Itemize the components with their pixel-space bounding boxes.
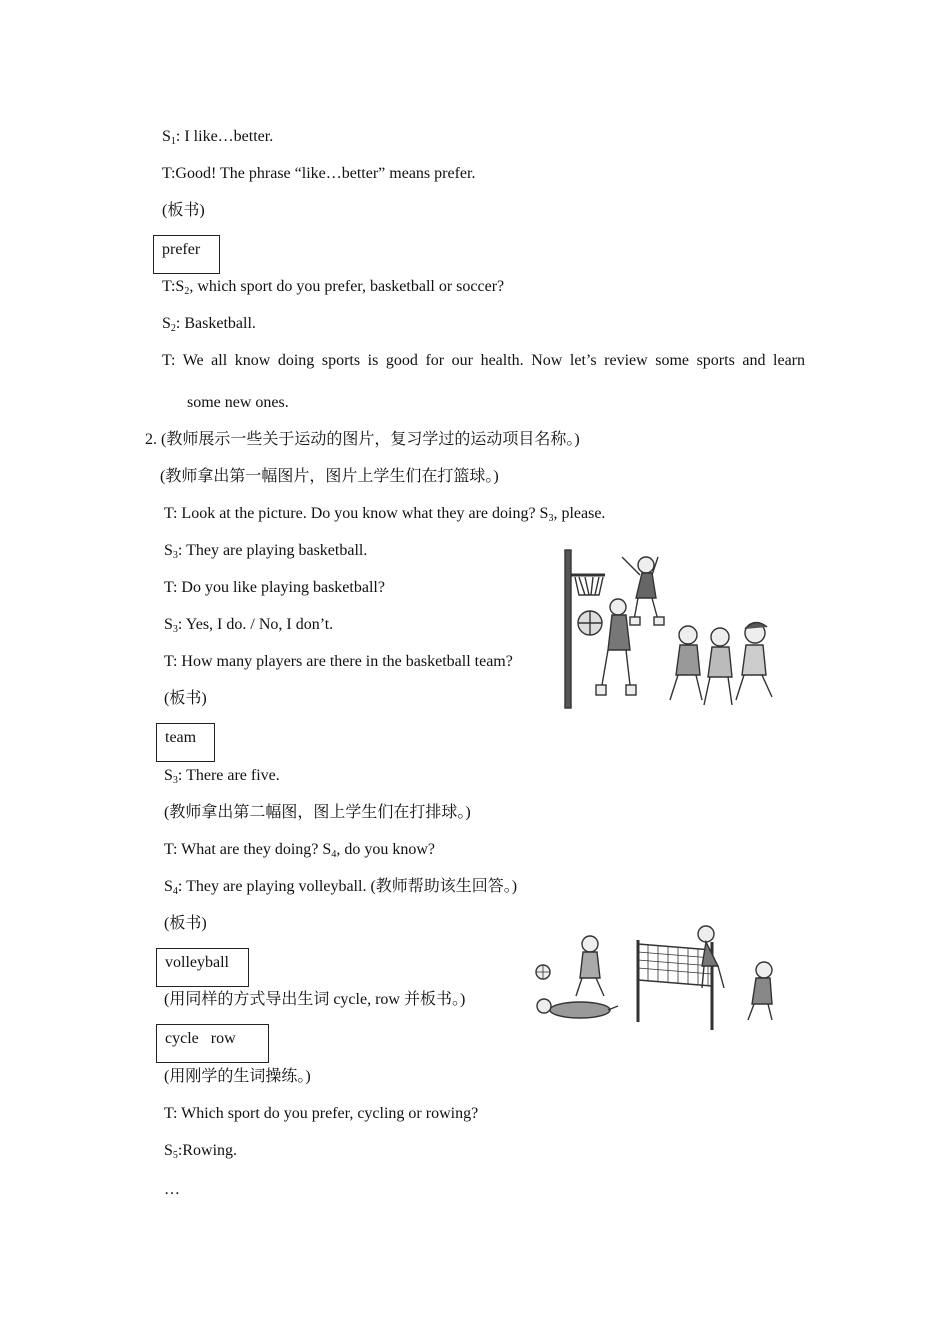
step-2-heading: 2. (教师展示一些关于运动的图片，复习学过的运动项目名称。) (145, 431, 580, 448)
note-cycle-row: (用同样的方式导出生词 cycle, row 并板书。) (164, 991, 466, 1008)
blackboard-note: (板书) (164, 690, 207, 707)
line-teacher-review: T: We all know doing sports is good for our health. Now let’s review some sports and learn (162, 352, 805, 369)
note-picture-one: (教师拿出第一幅图片，图片上学生们在打篮球。) (160, 468, 499, 485)
vocab-box-team: team (156, 723, 215, 762)
volleyball-illustration (520, 922, 782, 1034)
line-s3-five: $S_3$: There are five. (164, 767, 280, 786)
note-picture-two: (教师拿出第二幅图，图上学生们在打排球。) (164, 804, 471, 821)
line-s5-rowing: $S_5:Rowing$. (164, 1142, 238, 1161)
basketball-illustration (560, 545, 788, 713)
line-teacher-question-s2: $T:S_2$, which sport do you prefer, basketball or soccer? (162, 278, 505, 297)
line-s1-reply: $S_1$: I like…better. (162, 128, 274, 147)
blackboard-note: (板书) (162, 202, 205, 219)
line-s4-volleyball: $S_4$: They are playing volleyball. (教师帮助该生回答。) (164, 878, 518, 897)
vocab-box-volleyball: volleyball (156, 948, 249, 987)
vocab-box-cycle-row: cycle row (156, 1024, 269, 1063)
line-teacher-look: T: Look at the picture. Do you know what they are doing? $S_3$, please. (164, 505, 606, 524)
ellipsis: … (164, 1181, 180, 1198)
line-teacher-which-sport: T: Which sport do you prefer, cycling or rowing? (164, 1105, 479, 1122)
line-s3-yes-no: $S_3$: Yes, I do. / No, I don’t. (164, 616, 334, 635)
line-teacher-what-doing: T: What are they doing? $S_4$, do you know? (164, 841, 435, 860)
vocab-box-prefer: prefer (153, 235, 220, 274)
line-teacher-how-many: T: How many players are there in the basketball team? (164, 653, 513, 670)
line-s2-reply: $S_2$: Basketball. (162, 315, 256, 334)
blackboard-note: (板书) (164, 915, 207, 932)
note-practice: (用刚学的生词操练。) (164, 1068, 311, 1085)
line-s3-playing: $S_3$: They are playing basketball. (164, 542, 368, 561)
line-teacher-prefer: T:Good! The phrase “like…better” means prefer. (162, 165, 476, 182)
line-teacher-review-cont: some new ones. (187, 394, 289, 411)
line-teacher-like: T: Do you like playing basketball? (164, 579, 385, 596)
